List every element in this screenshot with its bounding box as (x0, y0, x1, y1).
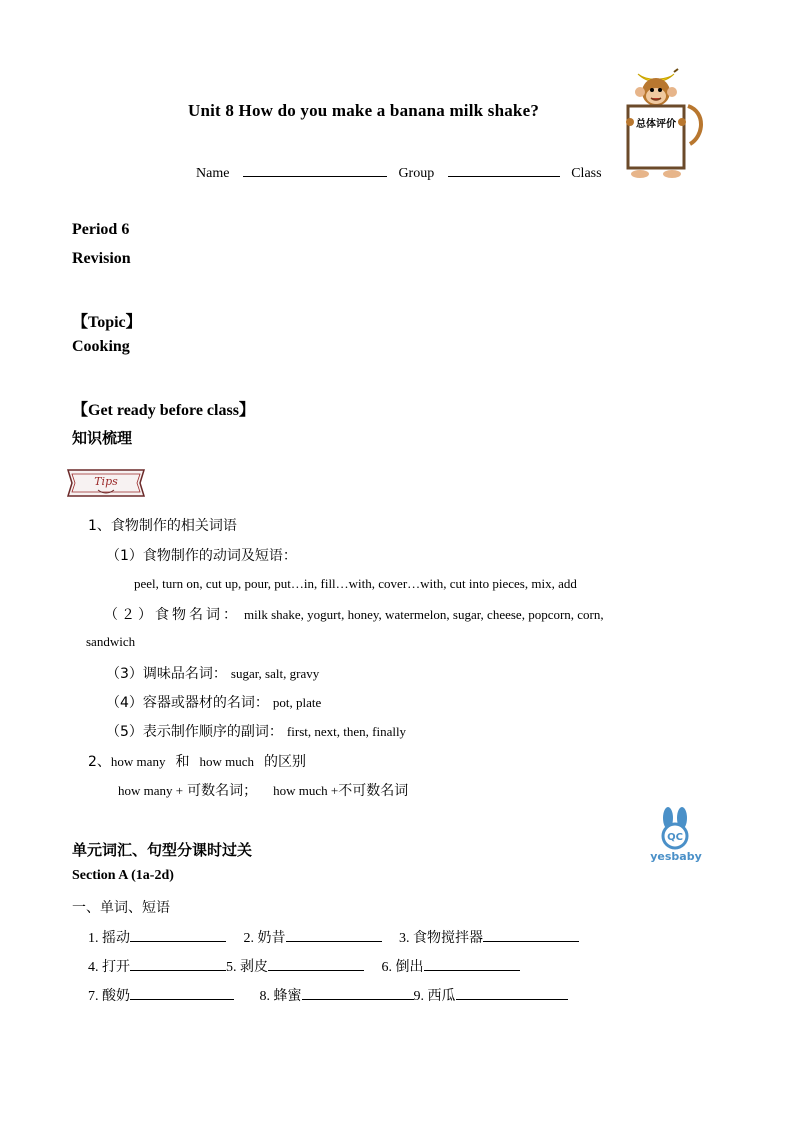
group-label: Group (398, 166, 435, 181)
ex-answer-blank[interactable] (130, 987, 234, 1000)
section2-and: 和 (175, 754, 190, 770)
item5-label: （5）表示制作顺序的副词： (106, 724, 283, 740)
get-ready-heading: 【Get ready before class】 (72, 402, 255, 419)
item3-label: （3）调味品名词： (106, 666, 227, 682)
section2-num: 2、 (88, 754, 111, 770)
item4-words: pot, plate (272, 695, 322, 710)
exercise-row-1 (88, 927, 579, 947)
item2-line (104, 604, 724, 624)
rule-how-much: how much + (273, 783, 339, 798)
section2-tail: 的区别 (263, 754, 306, 770)
student-info-line (196, 164, 602, 182)
monkey-evaluation-icon (614, 66, 706, 182)
logo-text: yesbaby (650, 850, 702, 863)
name-blank[interactable] (243, 164, 387, 177)
ex-answer-blank[interactable] (483, 929, 579, 942)
item2-words: milk shake, yogurt, honey, watermelon, sugar, cheese, popcorn, corn, (244, 607, 604, 622)
unit-vocab-heading: 单元词汇、句型分课时过关 (72, 841, 253, 859)
topic-value: Cooking (72, 338, 130, 355)
name-label: Name (196, 166, 230, 181)
item1-label: （1）食物制作的动词及短语： (106, 548, 297, 564)
item2-continuation: sandwich (86, 634, 136, 649)
ex-num: 6. (381, 960, 392, 975)
ex-answer-blank[interactable] (424, 958, 520, 971)
exercise-row-3 (88, 985, 568, 1005)
section2-how-many: how many (110, 754, 166, 769)
group-blank[interactable] (448, 164, 560, 177)
item2-label: （２）食物名词： (104, 607, 240, 623)
ex-answer-blank[interactable] (286, 929, 382, 942)
part-one-heading: 一、单词、短语 (72, 900, 170, 916)
ex-num: 5. (226, 960, 237, 975)
tips-label: Tips (94, 475, 118, 488)
item1-words: peel, turn on, cut up, pour, put…in, fill…with, cover…with, cut into pieces, mix, add (134, 576, 577, 591)
ex-prompt: 蜂蜜 (273, 988, 302, 1004)
rule-uncountable: 不可数名词 (338, 783, 409, 799)
revision-label: Revision (72, 250, 131, 267)
ex-num: 9. (413, 989, 424, 1004)
ex-answer-blank[interactable] (268, 958, 364, 971)
ex-prompt: 酸奶 (102, 988, 130, 1004)
section2-rules (118, 780, 408, 800)
rule-how-many: how many + (118, 783, 184, 798)
ex-num: 8. (259, 989, 270, 1004)
ex-answer-blank[interactable] (130, 929, 226, 942)
yesbaby-logo-icon (644, 806, 708, 864)
topic-heading: 【Topic】 (72, 314, 142, 331)
period-label: Period 6 (72, 221, 130, 238)
class-label: Class (571, 166, 602, 181)
mascot-sign-text: 总体评价 (636, 119, 676, 130)
knowledge-heading: 知识梳理 (72, 429, 133, 447)
item3-line (106, 663, 319, 683)
ex-prompt: 打开 (102, 959, 130, 975)
ex-prompt: 西瓜 (427, 988, 456, 1004)
item3-words: sugar, salt, gravy (230, 666, 320, 681)
section-a-heading: Section A (1a-2d) (72, 868, 174, 883)
item4-line (106, 692, 321, 712)
ex-answer-blank[interactable] (130, 958, 226, 971)
section2-how-much: how much (199, 754, 254, 769)
ex-prompt: 食物搅拌器 (413, 930, 483, 946)
exercise-row-2 (88, 956, 520, 976)
rule-countable: 可数名词； (187, 783, 258, 799)
ex-num: 4. (88, 960, 99, 975)
page-title: Unit 8 How do you make a banana milk shake? (188, 101, 540, 120)
item4-label: （4）容器或器材的名词： (106, 695, 269, 711)
ex-num: 2. (243, 931, 254, 946)
ex-answer-blank[interactable] (456, 987, 568, 1000)
item5-line (106, 721, 406, 741)
ex-num: 3. (399, 931, 410, 946)
ex-prompt: 剥皮 (240, 959, 268, 975)
section1-heading: 1、食物制作的相关词语 (88, 518, 237, 534)
ex-answer-blank[interactable] (302, 987, 414, 1000)
section2-heading (88, 751, 306, 771)
ex-prompt: 倒出 (395, 959, 424, 975)
tips-banner-icon (64, 466, 148, 500)
ex-num: 1. (88, 931, 99, 946)
logo-badge: QC (667, 832, 683, 843)
ex-prompt: 奶昔 (257, 930, 286, 946)
ex-prompt: 摇动 (102, 930, 130, 946)
item5-words: first, next, then, finally (286, 724, 407, 739)
ex-num: 7. (88, 989, 99, 1004)
